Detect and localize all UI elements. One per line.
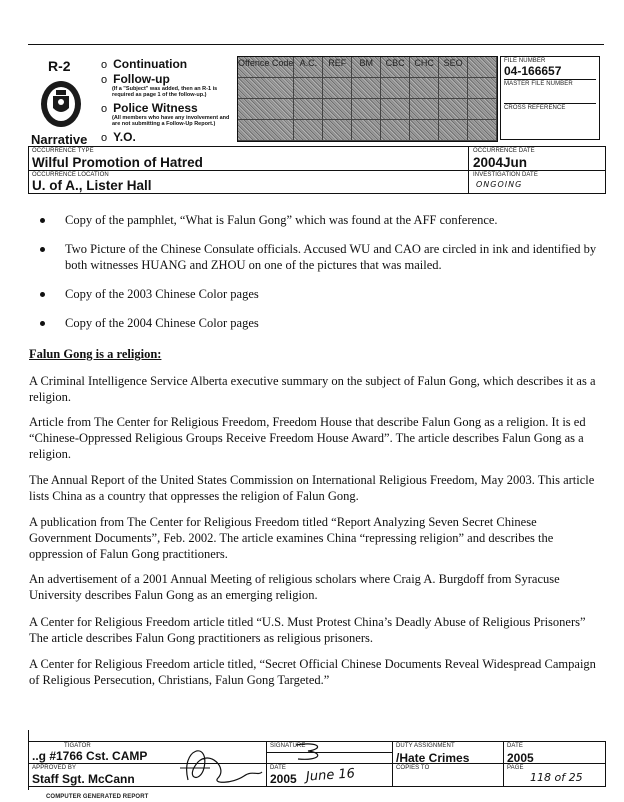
file-number: 04-166657 (504, 64, 562, 78)
option-continuation[interactable]: o Continuation (101, 57, 188, 71)
report-date: 2005 (507, 751, 534, 765)
investigation-date: ONGOING (476, 180, 523, 189)
occurrence-type: Wilful Promotion of Hatred (32, 155, 203, 170)
cross-reference-label: CROSS REFERENCE (504, 103, 596, 111)
list-item: Two Picture of the Chinese Consulate officials. Accused WU and CAO are circled in ink and identified by both witnesses HUANG and ZHOU on one of the pictures that was mailed. (40, 241, 600, 273)
copies-to-label: COPIES TO (396, 765, 430, 771)
approved-by: Staff Sgt. McCann (32, 772, 135, 786)
paragraph: An advertisement of a 2001 Annual Meeting of religious scholars where Craig A. Burgdoff from Syracuse University describes Falun Gong as an emerging religion. (29, 572, 560, 602)
form-title: Narrative (31, 132, 88, 147)
file-number-box (500, 56, 600, 140)
occurrence-location: U. of A., Lister Hall (32, 178, 152, 193)
footer-vdiv-3 (503, 741, 504, 786)
list-item: Copy of the 2004 Chinese Color pages (40, 315, 600, 331)
approved-label: APPROVED BY (32, 765, 77, 771)
paragraph: A Center for Religious Freedom article titled “U.S. Must Protest China’s Deadly Abuse of Religious Prisoners” The article describes Falun Gong practitioners as religious prisoners. (29, 615, 586, 645)
paragraph: A Center for Religious Freedom article titled, “Secret Official Chinese Documents Reveal Widespread Campaign of Religious Persecution, Christians, Falun Gong Targeted.” (29, 657, 596, 687)
option-follow-up[interactable]: o Follow-up (101, 72, 170, 86)
grid-header-blank (468, 57, 497, 78)
form-code: R-2 (48, 58, 71, 74)
footer-vdiv-2 (392, 741, 393, 786)
grid-header-ac: A.C. (294, 57, 323, 78)
signature-scribble-icon (170, 738, 270, 788)
follow-up-note: (If a "Subject" was added, then an R-1 is required as page 1 of the follow-up.) (112, 86, 218, 98)
list-item: Copy of the pamphlet, “What is Falun Gong” which was found at the AFF conference. (40, 212, 600, 228)
computer-generated-label: COMPUTER GENERATED REPORT (46, 794, 149, 800)
option-yo[interactable]: o Y.O. (101, 130, 136, 144)
occurrence-divider (28, 170, 606, 171)
grid-header-chc: CHC (410, 57, 439, 78)
signed-date: 2005 (270, 772, 297, 786)
police-crest-icon (37, 78, 85, 130)
signature-mark-icon (290, 741, 330, 763)
paragraph: Article from The Center for Religious Freedom, Freedom House that describe Falun Gong as a religion. It is ed “Chinese-Oppressed Religious Groups Receive Freedom House Award”. The article describes Falun Gong as a religion. (29, 415, 586, 461)
option-police-witness[interactable]: o Police Witness (101, 101, 198, 115)
header-frame (28, 44, 604, 45)
investigation-date-label: INVESTIGATION DATE (473, 172, 538, 178)
offence-code-grid (237, 56, 498, 142)
paragraph: The Annual Report of the United States Commission on International Religious Freedom, May 2003. This article lists China as a country that oppresses the religion of Falun Gong. (29, 473, 595, 503)
date-label: DATE (507, 743, 523, 749)
occurrence-vdivider (468, 146, 469, 193)
signed-date-handwritten: June 16 (305, 766, 356, 785)
investigator: ..g #1766 Cst. CAMP (32, 749, 148, 763)
page-label: PAGE (507, 765, 524, 771)
grid-header-bm: BM (352, 57, 381, 78)
grid-header-cbc: CBC (381, 57, 410, 78)
grid-header-offence-code: Offence Code (238, 57, 294, 78)
file-number-label: FILE NUMBER (504, 58, 546, 64)
signature-label: SIGNATURE (270, 743, 306, 749)
investigator-label: TIGATOR (64, 743, 91, 749)
page-number: 118 of 25 (530, 771, 583, 784)
duty-assignment: /Hate Crimes (396, 751, 470, 765)
grid-header-seo: SEO (439, 57, 468, 78)
police-witness-note: (All members who have any involvement and are not submitting a Follow-Up Report.) (112, 115, 230, 127)
paragraph: A Criminal Intelligence Service Alberta executive summary on the subject of Falun Gong, which describes it as a religion. (29, 374, 596, 404)
section-heading: Falun Gong is a religion: (29, 347, 162, 361)
list-item: Copy of the 2003 Chinese Color pages (40, 286, 600, 302)
master-file-label: MASTER FILE NUMBER (504, 79, 596, 87)
duty-assignment-label: DUTY ASSIGNMENT (396, 743, 455, 749)
occurrence-date: 2004Jun (473, 155, 528, 170)
grid-header-ref: REF (323, 57, 352, 78)
occurrence-location-label: OCCURRENCE LOCATION (32, 172, 109, 178)
occurrence-date-label: OCCURRENCE DATE (473, 148, 535, 154)
occurrence-type-label: OCCURRENCE TYPE (32, 148, 94, 154)
paragraph: A publication from The Center for Religious Freedom titled “Report Analyzing Seven Secret Chinese Government Documents”, Feb. 2002. The article examines China “repressing religion” and describes the oppression of Falun Gong practitioners. (29, 515, 554, 561)
signed-date-label: DATE (270, 765, 286, 771)
